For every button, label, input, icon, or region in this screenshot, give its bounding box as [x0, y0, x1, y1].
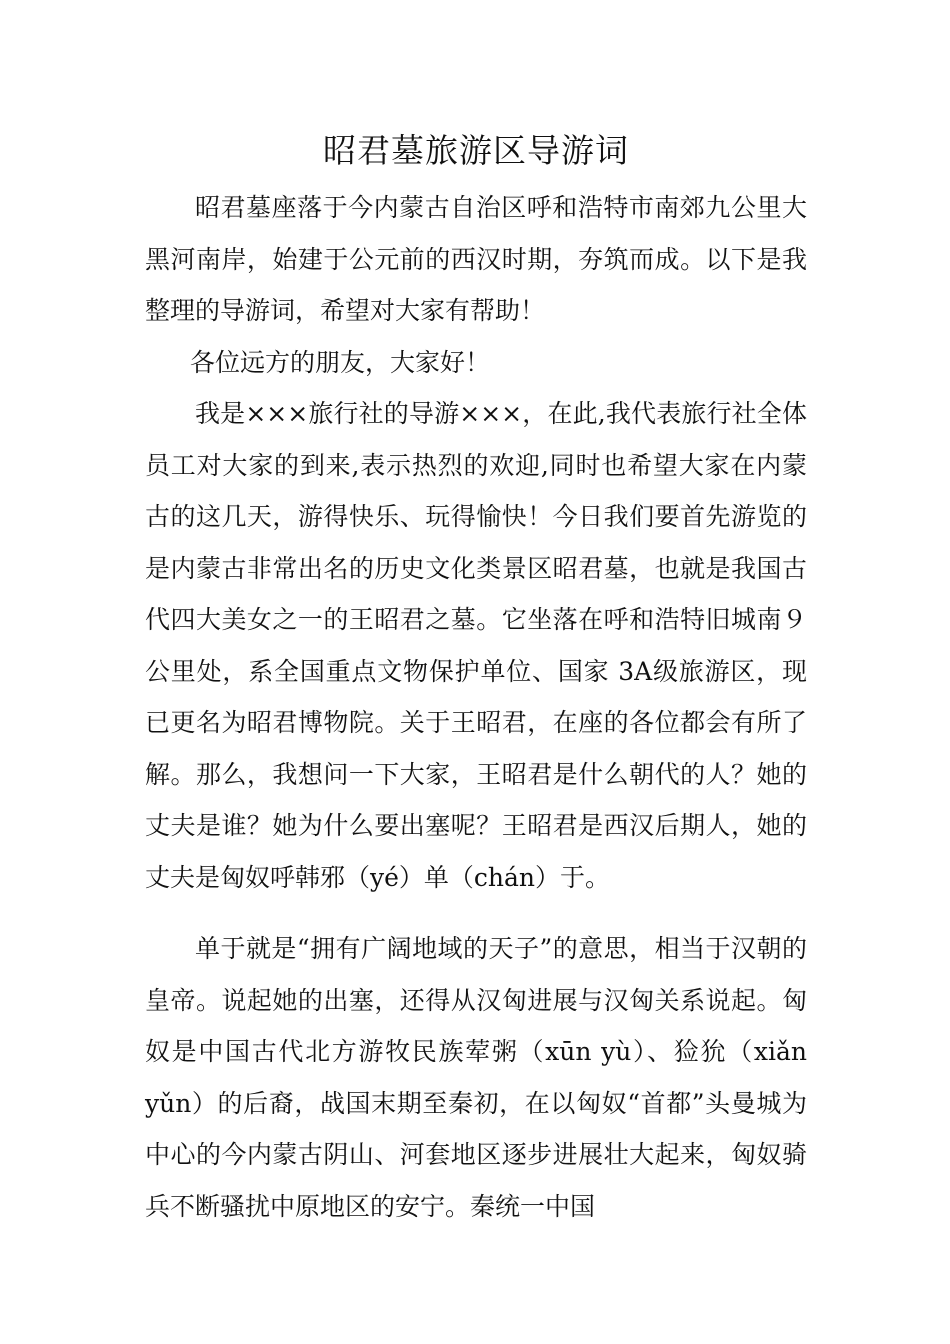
paragraph-intro: 昭君墓座落于今内蒙古自治区呼和浩特市南郊九公里大黑河南岸，始建于公元前的西汉时期，夯筑而成。以下是我整理的导游词，希望对大家有帮助！: [145, 193, 807, 325]
paragraph-history: 单于就是“拥有广阔地域的天子”的意思，相当于汉朝的皇帝。说起她的出塞，还得从汉匈进展与汉匈关系说起。匈奴是中国古代北方游牧民族荤粥（xūn yù）、猃狁（xiǎn yǔn）的后裔，战国末期至秦初，在以匈奴“首都”头曼城为中心的今内蒙古阴山、河套地区逐步进展壮大起来，匈奴骑兵不断骚扰中原地区的安宁。秦统一中国: [145, 934, 807, 1221]
paragraph-welcome: 我是×××旅行社的导游×××，在此,我代表旅行社全体员工对大家的到来,表示热烈的欢迎,同时也希望大家在内蒙古的这几天，游得快乐、玩得愉快！今日我们要首先游览的是内蒙古非常出名的历史文化类景区昭君墓，也就是我国古代四大美女之一的王昭君之墓。它坐落在呼和浩特旧城南９公里处，系全国重点文物保护单位、国家 3A级旅游区，现已更名为昭君博物院。关于王昭君，在座的各位都会有所了解。那么，我想问一下大家，王昭君是什么朝代的人？她的丈夫是谁？她为什么要出塞呢？王昭君是西汉后期人，她的丈夫是匈奴呼韩邪（yé）单（chán）于。: [145, 399, 807, 892]
paragraph-greeting: 各位远方的朋友，大家好！: [190, 347, 491, 377]
document-page: [145, 120, 807, 1232]
document-title: 昭君墓旅游区导游词: [323, 131, 629, 170]
